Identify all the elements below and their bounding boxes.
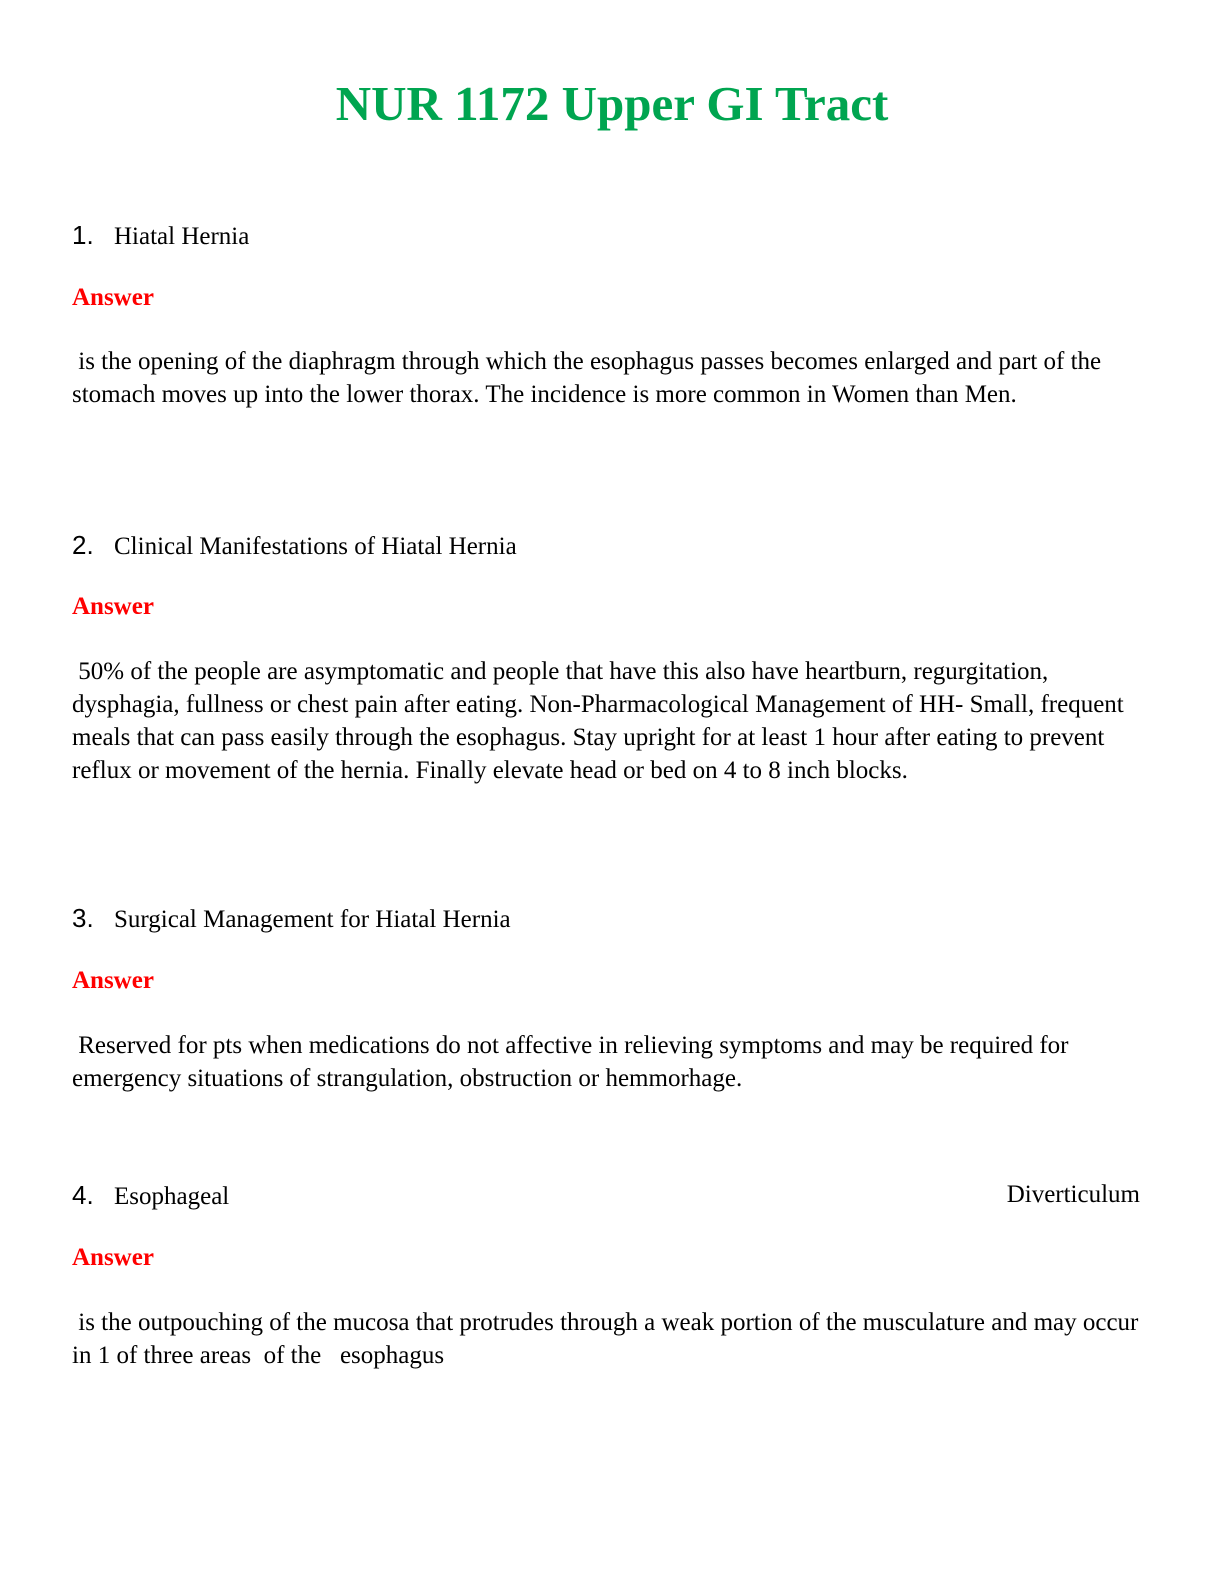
question-2-answer-label: Answer: [72, 593, 154, 620]
question-3-text: Surgical Management for Hiatal Hernia: [114, 906, 511, 933]
page-title: NUR 1172 Upper GI Tract: [335, 76, 889, 131]
question-2-heading: [72, 528, 1140, 562]
question-4-answer-label: Answer: [72, 1244, 154, 1271]
question-2-answer-text: 50% of the people are asymptomatic and people that have this also have heartburn, regurgitation, dysphagia, fullness or chest pain after eating. Non-Pharmacological Management of HH- Small, frequent meals that can pass easily through the esophagus. Stay upright for at least 1 hour after eating to prevent reflux or movement of the hernia. Finally elevate head or bed on 4 to 8 inch blocks.: [72, 658, 1131, 784]
question-1-text: Hiatal Hernia: [114, 223, 250, 250]
question-1-answer-text: is the opening of the diaphragm through which the esophagus passes becomes enlarged and part of the stomach moves up into the lower thorax. The incidence is more common in Women than Men.: [72, 348, 1108, 408]
question-2-text: Clinical Manifestations of Hiatal Hernia: [114, 533, 517, 560]
question-1-heading: [72, 218, 1140, 252]
question-3-number: 3.: [72, 903, 94, 933]
question-2-number: 2.: [72, 530, 94, 560]
question-4-number: 4.: [72, 1180, 94, 1210]
question-3-answer-label: Answer: [72, 967, 154, 994]
question-4-heading: [72, 1178, 1140, 1212]
question-1-answer-label: Answer: [72, 284, 154, 311]
question-4-text-left: Esophageal: [114, 1183, 230, 1210]
question-4-text-right: Diverticulum: [1006, 1181, 1140, 1208]
question-1-number: 1.: [72, 220, 94, 250]
question-3-heading: [72, 901, 1140, 935]
question-3-answer-text: Reserved for pts when medications do not affective in relieving symptoms and may be required for emergency situations of strangulation, obstruction or hemmorhage.: [72, 1032, 1075, 1092]
question-4-answer-text: is the outpouching of the mucosa that protrudes through a weak portion of the musculature and may occur in 1 of three areas of the esophagus: [72, 1309, 1145, 1369]
